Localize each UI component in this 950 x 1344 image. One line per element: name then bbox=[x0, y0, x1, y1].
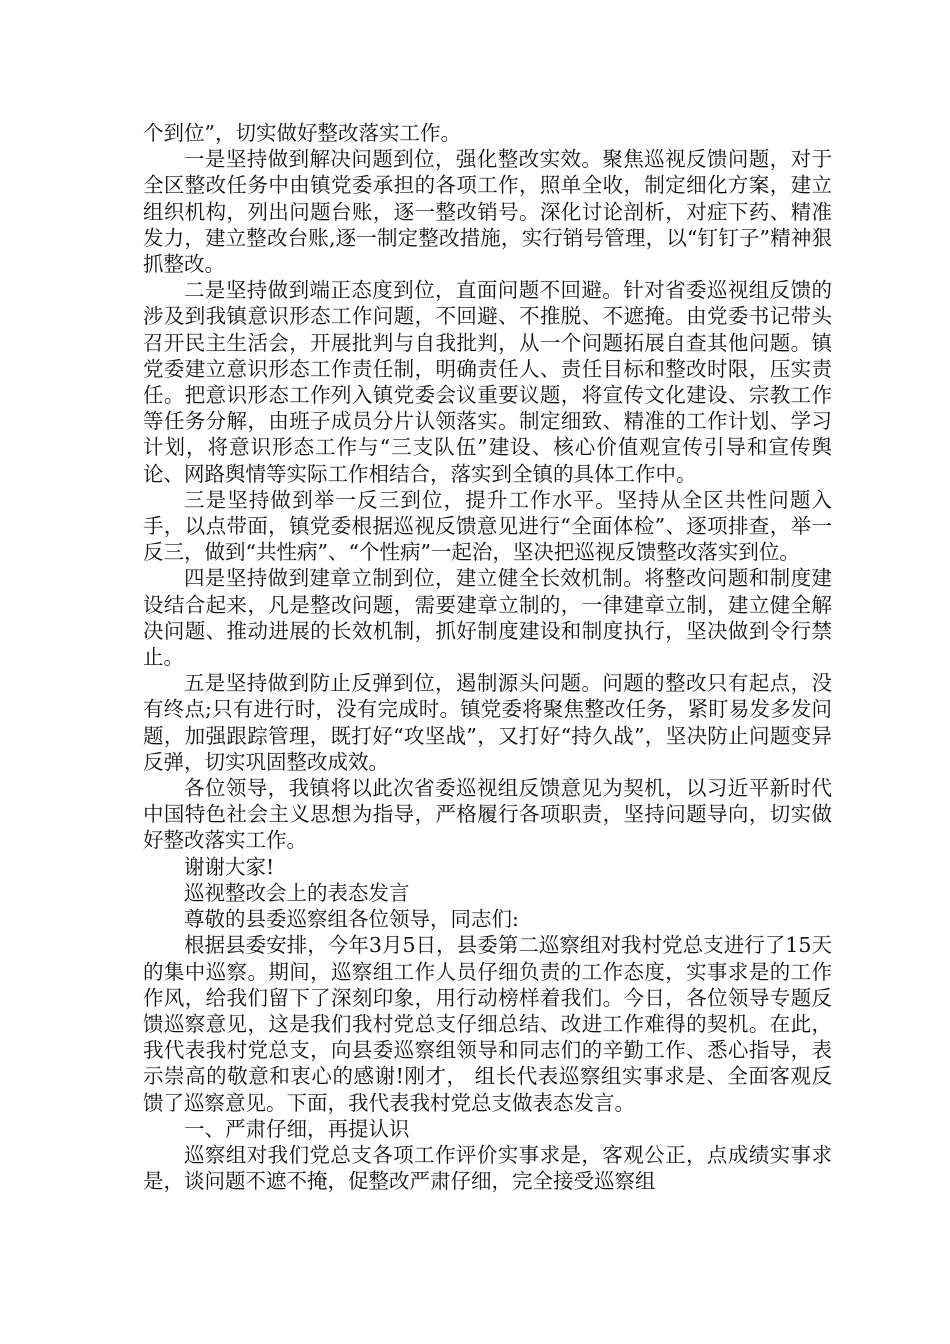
paragraph-point-four: 四是坚持做到建章立制到位，建立健全长效机制。将整改问题和制度建设结合起来，凡是整改问题，需要建章立制的，一律建章立制，建立健全解决问题、推动进展的长效机制，抓好制度建设和制度执行，坚决做到令行禁止。 bbox=[143, 566, 832, 670]
paragraph-point-two: 二是坚持做到端正态度到位，直面问题不回避。针对省委巡视组反馈的涉及到我镇意识形态工作问题，不回避、不推脱、不遮掩。由党委书记带头召开民主生活会，开展批判与自我批判，从一个问题拓展自查其他问题。镇党委建立意识形态工作责任制，明确责任人、责任目标和整改时限，压实责任。把意识形态工作列入镇党委会议重要议题，将宣传文化建设、宗教工作等任务分解，由班子成员分片认领落实。制定细致、精准的工作计划、学习计划，将意识形态工作与“三支队伍”建设、核心价值观宣传引导和宣传舆论、网路舆情等实际工作相结合，落实到全镇的具体工作中。 bbox=[143, 278, 832, 486]
document-page bbox=[143, 120, 832, 1194]
paragraph-point-one: 一是坚持做到解决问题到位，强化整改实效。聚焦巡视反馈问题，对于全区整改任务中由镇党委承担的各项工作，照单全收，制定细化方案，建立组织机构，列出问题台账，逐一整改销号。深化讨论剖析，对症下药、精准发力，建立整改台账,逐一制定整改措施，实行销号管理，以“钉钉子”精神狠抓整改。 bbox=[143, 147, 832, 277]
salutation: 尊敬的县委巡察组各位领导，同志们: bbox=[184, 907, 519, 932]
paragraph-intro: 根据县委安排，今年3月5日，县委第二巡察组对我村党总支进行了15天的集中巡察。期间，巡察组工作人员仔细负责的工作态度，实事求是的工作作风，给我们留下了深刻印象，用行动榜样着我们。今日，各位领导专题反馈巡察意见，这是我们我村党总支仔细总结、改进工作难得的契机。在此，我代表我村党总支，向县委巡察组领导和同志们的辛勤工作、悉心指导，表示崇高的敬意和衷心的感谢!刚才， 组长代表巡察组实事求是、全面客观反馈了巡察意见。下面，我代表我村党总支做表态发言。 bbox=[143, 933, 832, 1115]
section-title: 巡视整改会上的表态发言 bbox=[184, 880, 410, 905]
paragraph-point-five: 五是坚持做到防止反弹到位，遏制源头问题。问题的整改只有起点，没有终点;只有进行时，没有完成时。镇党委将聚焦整改任务，紧盯易发多发问题，加强跟踪管理，既打好“攻坚战”，又打好“持久战”，坚决防止问题变异反弹，切实巩固整改成效。 bbox=[143, 671, 832, 774]
subheading-one: 一、严肃仔细，再提认识 bbox=[184, 1116, 410, 1141]
paragraph-thanks: 谢谢大家! bbox=[184, 854, 275, 879]
paragraph-closing: 各位领导，我镇将以此次省委巡视组反馈意见为契机，以习近平新时代中国特色社会主义思想为指导，严格履行各项职责，坚持问题导向，切实做好整改落实工作。 bbox=[143, 776, 832, 853]
paragraph-point-three: 三是坚持做到举一反三到位，提升工作水平。坚持从全区共性问题入手，以点带面，镇党委根据巡视反馈意见进行“全面体检”、逐项排查，举一反三，做到“共性病”、“个性病”一起治，坚决把巡视反馈整改落实到位。 bbox=[143, 487, 832, 565]
paragraph-continuation: 个到位”，切实做好整改落实工作。 bbox=[143, 121, 461, 145]
paragraph-evaluation: 巡察组对我们党总支各项工作评价实事求是，客观公正，点成绩实事求是，谈问题不遮不掩，促整改严肃仔细，完全接受巡察组 bbox=[143, 1142, 832, 1194]
